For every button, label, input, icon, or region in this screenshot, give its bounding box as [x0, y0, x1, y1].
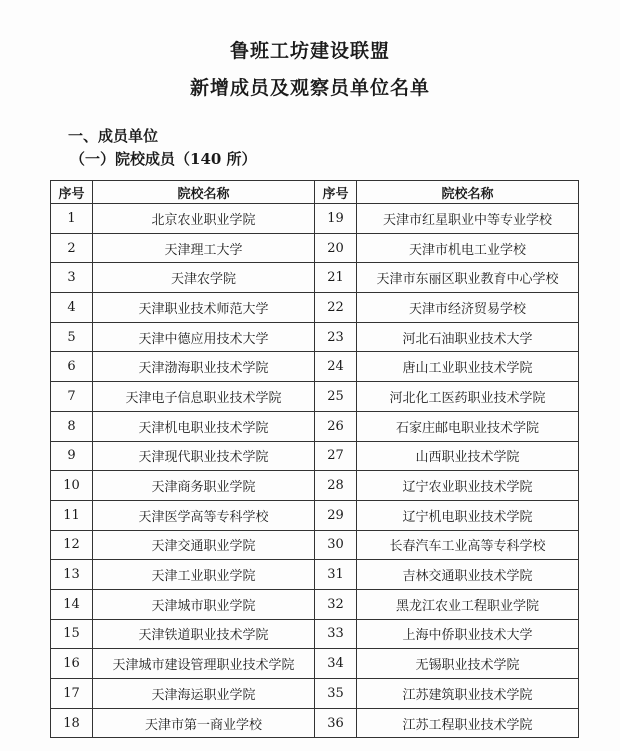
table-row: [51, 560, 579, 590]
school-name-left: 天津机电职业技术学院: [93, 411, 315, 441]
row-number-right: 36: [315, 708, 357, 738]
row-number-right: 34: [315, 649, 357, 679]
table-row: [51, 233, 579, 263]
row-number-right: 25: [315, 382, 357, 412]
row-number-left: 2: [51, 233, 93, 263]
school-name-left: 天津城市建设管理职业技术学院: [93, 649, 315, 679]
member-table: [50, 180, 579, 738]
school-name-left: 天津交通职业学院: [93, 530, 315, 560]
row-number-right: 21: [315, 263, 357, 293]
school-name-right: 天津市机电工业学校: [357, 233, 579, 263]
table-row: [51, 382, 579, 412]
table-row: [51, 500, 579, 530]
row-number-left: 4: [51, 293, 93, 323]
table-row: [51, 679, 579, 709]
table-row: [51, 293, 579, 323]
header-name-left: 院校名称: [93, 181, 315, 204]
table-row: [51, 530, 579, 560]
row-number-right: 27: [315, 441, 357, 471]
table-row: [51, 471, 579, 501]
school-name-right: 河北化工医药职业技术学院: [357, 382, 579, 412]
row-number-right: 24: [315, 352, 357, 382]
school-name-right: 辽宁农业职业技术学院: [357, 471, 579, 501]
subsection-heading: （一）院校成员（140 所）: [70, 150, 257, 168]
school-name-right: 江苏建筑职业技术学院: [357, 679, 579, 709]
header-number-right: 序号: [315, 181, 357, 204]
row-number-right: 20: [315, 233, 357, 263]
row-number-right: 23: [315, 322, 357, 352]
row-number-left: 11: [51, 500, 93, 530]
row-number-left: 14: [51, 589, 93, 619]
school-name-left: 天津农学院: [93, 263, 315, 293]
table-row: [51, 204, 579, 234]
row-number-right: 19: [315, 204, 357, 234]
school-name-left: 天津工业职业学院: [93, 560, 315, 590]
header-name-right: 院校名称: [357, 181, 579, 204]
school-name-right: 河北石油职业技术大学: [357, 322, 579, 352]
school-name-left: 天津市第一商业学校: [93, 708, 315, 738]
school-name-right: 天津市经济贸易学校: [357, 293, 579, 323]
row-number-left: 15: [51, 619, 93, 649]
row-number-left: 6: [51, 352, 93, 382]
row-number-right: 30: [315, 530, 357, 560]
row-number-right: 26: [315, 411, 357, 441]
table-row: [51, 411, 579, 441]
row-number-left: 12: [51, 530, 93, 560]
school-name-right: 石家庄邮电职业技术学院: [357, 411, 579, 441]
table-row: [51, 708, 579, 738]
document-subtitle: 新增成员及观察员单位名单: [189, 77, 430, 99]
row-number-left: 3: [51, 263, 93, 293]
school-name-left: 天津铁道职业技术学院: [93, 619, 315, 649]
table-row: [51, 619, 579, 649]
row-number-left: 7: [51, 382, 93, 412]
row-number-left: 17: [51, 679, 93, 709]
row-number-left: 9: [51, 441, 93, 471]
school-name-right: 江苏工程职业技术学院: [357, 708, 579, 738]
row-number-right: 32: [315, 589, 357, 619]
school-name-right: 天津市红星职业中等专业学校: [357, 204, 579, 234]
school-name-right: 长春汽车工业高等专科学校: [357, 530, 579, 560]
document-title: 鲁班工坊建设联盟: [229, 40, 390, 62]
row-number-right: 31: [315, 560, 357, 590]
school-name-left: 天津理工大学: [93, 233, 315, 263]
row-number-left: 8: [51, 411, 93, 441]
school-name-left: 天津城市职业学院: [93, 589, 315, 619]
school-name-left: 天津渤海职业技术学院: [93, 352, 315, 382]
table-row: [51, 352, 579, 382]
table-row: [51, 263, 579, 293]
row-number-left: 18: [51, 708, 93, 738]
section-heading: 一、成员单位: [68, 127, 159, 145]
school-name-left: 天津海运职业学院: [93, 679, 315, 709]
row-number-right: 35: [315, 679, 357, 709]
school-name-right: 天津市东丽区职业教育中心学校: [357, 263, 579, 293]
school-name-right: 无锡职业技术学院: [357, 649, 579, 679]
row-number-right: 22: [315, 293, 357, 323]
row-number-left: 16: [51, 649, 93, 679]
row-number-left: 13: [51, 560, 93, 590]
school-name-left: 天津医学高等专科学校: [93, 500, 315, 530]
table-row: [51, 441, 579, 471]
school-name-right: 山西职业技术学院: [357, 441, 579, 471]
school-name-right: 辽宁机电职业技术学院: [357, 500, 579, 530]
school-name-right: 唐山工业职业技术学院: [357, 352, 579, 382]
table-body: [51, 204, 579, 738]
school-name-right: 吉林交通职业技术学院: [357, 560, 579, 590]
school-name-left: 天津电子信息职业技术学院: [93, 382, 315, 412]
row-number-left: 1: [51, 204, 93, 234]
row-number-left: 5: [51, 322, 93, 352]
table-row: [51, 322, 579, 352]
school-name-left: 天津中德应用技术大学: [93, 322, 315, 352]
row-number-right: 33: [315, 619, 357, 649]
row-number-right: 28: [315, 471, 357, 501]
row-number-right: 29: [315, 500, 357, 530]
school-name-right: 黑龙江农业工程职业学院: [357, 589, 579, 619]
school-name-left: 天津职业技术师范大学: [93, 293, 315, 323]
table-row: [51, 589, 579, 619]
table-header-row: [51, 181, 579, 204]
school-name-right: 上海中侨职业技术大学: [357, 619, 579, 649]
school-name-left: 北京农业职业学院: [93, 204, 315, 234]
header-number-left: 序号: [51, 181, 93, 204]
row-number-left: 10: [51, 471, 93, 501]
school-name-left: 天津现代职业技术学院: [93, 441, 315, 471]
table-row: [51, 649, 579, 679]
school-name-left: 天津商务职业学院: [93, 471, 315, 501]
